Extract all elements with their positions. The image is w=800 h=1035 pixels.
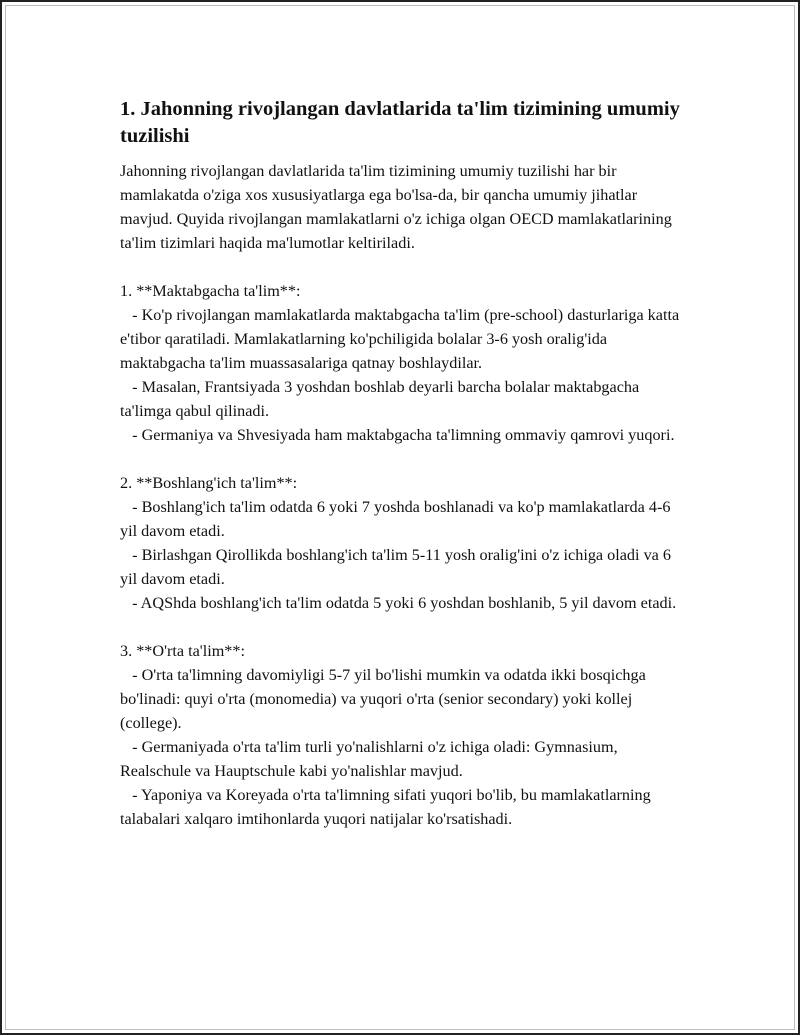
list-item: - AQShda boshlang'ich ta'lim odatda 5 yoki 6 yoshdan boshlanib, 5 yil davom etadi. xyxy=(120,594,677,612)
section-secondary xyxy=(120,639,690,831)
list-item: - Masalan, Frantsiyada 3 yoshdan boshlab deyarli barcha bolalar maktabgacha ta'limga qabul qilinadi. xyxy=(120,378,644,420)
list-item: - O'rta ta'limning davomiyligi 5-7 yil bo'lishi mumkin va odatda ikki bosqichga bo'linadi: quyi o'rta (monomedia) va yuqori o'rta (senior secondary) yoki kollej (college). xyxy=(120,666,650,732)
list-item: - Germaniya va Shvesiyada ham maktabgacha ta'limning ommaviy qamrovi yuqori. xyxy=(120,426,675,444)
intro-paragraph: Jahonning rivojlangan davlatlarida ta'lim tizimining umumiy tuzilishi har bir mamlakatda o'ziga xos xususiyatlarga ega bo'lsa-da, bir qancha umumiy jihatlar mavjud. Quyida rivojlangan mamlakatlarni o'z ichiga olgan OECD mamlakatlarining ta'lim tizimlari haqida ma'lumotlar keltiriladi. xyxy=(120,162,672,252)
document-body xyxy=(120,96,690,831)
section-preschool xyxy=(120,279,690,447)
section-heading: 3. **O'rta ta'lim**: xyxy=(120,642,245,660)
list-item: - Ko'p rivojlangan mamlakatlarda maktabgacha ta'lim (pre-school) dasturlariga katta e'tibor qaratiladi. Mamlakatlarning ko'pchiligida bolalar 3-6 yosh oralig'ida maktabgacha ta'lim muassasalariga qatnay boshlaydilar. xyxy=(120,306,684,372)
document-title: 1. Jahonning rivojlangan davlatlarida ta'lim tizimining umumiy tuzilishi xyxy=(120,98,680,147)
section-primary xyxy=(120,471,690,615)
list-item: - Germaniyada o'rta ta'lim turli yo'nalishlarni o'z ichiga oladi: Gymnasium, Realschule va Hauptschule kabi yo'nalishlar mavjud. xyxy=(120,738,622,780)
list-item: - Birlashgan Qirollikda boshlang'ich ta'lim 5-11 yosh oralig'ini o'z ichiga oladi va 6 yil davom etadi. xyxy=(120,546,676,588)
section-heading: 2. **Boshlang'ich ta'lim**: xyxy=(120,474,298,492)
list-item: - Boshlang'ich ta'lim odatda 6 yoki 7 yoshda boshlanadi va ko'p mamlakatlarda 4-6 yil davom etadi. xyxy=(120,498,675,540)
section-heading: 1. **Maktabgacha ta'lim**: xyxy=(120,282,301,300)
list-item: - Yaponiya va Koreyada o'rta ta'limning sifati yuqori bo'lib, bu mamlakatlarning talabalari xalqaro imtihonlarda yuqori natijalar ko'rsatishadi. xyxy=(120,786,655,828)
